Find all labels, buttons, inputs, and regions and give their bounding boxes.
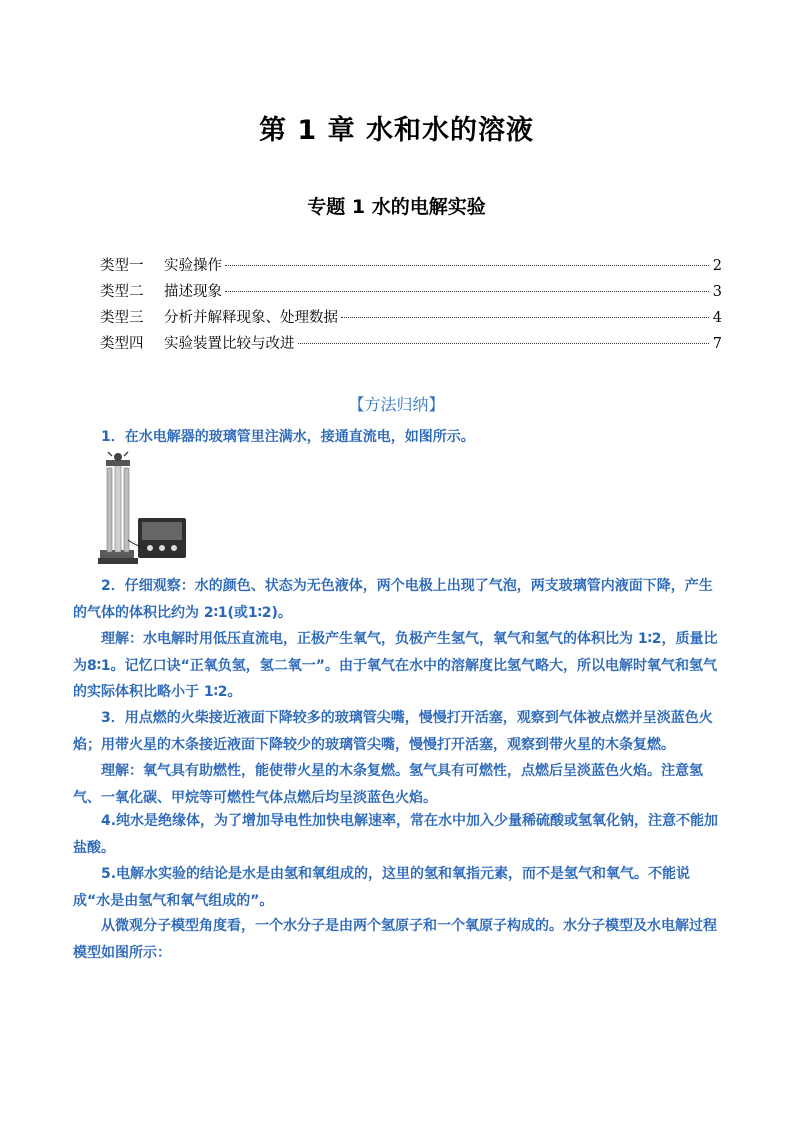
toc-leader <box>225 265 709 266</box>
paragraph-5: 理解：氧气具有助燃性，能使带火星的木条复燃。氢气具有可燃性，点燃后呈淡蓝色火焰。注意氢气、一氧化碳、甲烷等可燃性气体点燃后均呈淡蓝色火焰。 <box>73 763 703 806</box>
toc-leader <box>298 343 710 344</box>
toc-entry[interactable] <box>100 306 722 332</box>
method-heading: 【方法归纳】 <box>348 395 445 414</box>
toc-page: 4 <box>712 310 722 326</box>
paragraph-6: 4.纯水是绝缘体，为了增加导电性加快电解速率，常在水中加入少量稀硫酸或氢氧化钠，注意不能加盐酸。 <box>73 813 719 856</box>
toc-type: 类型一 <box>100 258 144 274</box>
table-of-contents <box>100 254 722 358</box>
toc-entry[interactable] <box>100 280 722 306</box>
toc-leader <box>225 291 709 292</box>
chapter-title: 第 1 章 水和水的溶液 <box>259 115 534 146</box>
toc-name: 分析并解释现象、处理数据 <box>164 310 338 326</box>
toc-leader <box>341 317 709 318</box>
paragraph-7: 5.电解水实验的结论是水是由氢和氧组成的，这里的氢和氧指元素，而不是氢气和氧气。不能说成“水是由氢气和氧气组成的”。 <box>73 866 691 909</box>
toc-name: 实验装置比较与改进 <box>164 336 295 352</box>
paragraph-4: 3．用点燃的火柴接近液面下降较多的玻璃管尖嘴，慢慢打开活塞，观察到气体被点燃并呈淡蓝色火焰；用带火星的木条接近液面下降较少的玻璃管尖嘴，慢慢打开活塞，观察到带火星的木条复燃。 <box>73 710 713 753</box>
toc-name: 实验操作 <box>164 258 222 274</box>
electrolysis-apparatus-image <box>98 450 188 565</box>
toc-type: 类型四 <box>100 336 144 352</box>
paragraph-2: 2．仔细观察：水的颜色、状态为无色液体，两个电极上出现了气泡，两支玻璃管内液面下降，产生的气体的体积比约为 2∶1(或1∶2)。 <box>73 578 713 621</box>
toc-page: 2 <box>712 258 722 274</box>
toc-type: 类型二 <box>100 284 144 300</box>
toc-page: 7 <box>712 336 722 352</box>
toc-entry[interactable] <box>100 332 722 358</box>
toc-page: 3 <box>712 284 722 300</box>
toc-entry[interactable] <box>100 254 722 280</box>
paragraph-8: 从微观分子模型角度看，一个水分子是由两个氢原子和一个氧原子构成的。水分子模型及水电解过程模型如图所示： <box>73 918 717 961</box>
paragraph-3: 理解：水电解时用低压直流电，正极产生氧气，负极产生氢气，氧气和氢气的体积比为 1∶2，质量比为8∶1。记忆口诀“正氧负氢，氢二氧一”。由于氧气在水中的溶解度比氢气略大，所以电解时氧气和氢气的实际体积比略小于 1∶2。 <box>73 631 718 700</box>
toc-type: 类型三 <box>100 310 144 326</box>
topic-title: 专题 1 水的电解实验 <box>307 196 486 218</box>
paragraph-1: 1．在水电解器的玻璃管里注满水，接通直流电，如图所示。 <box>101 429 475 445</box>
toc-name: 描述现象 <box>164 284 222 300</box>
